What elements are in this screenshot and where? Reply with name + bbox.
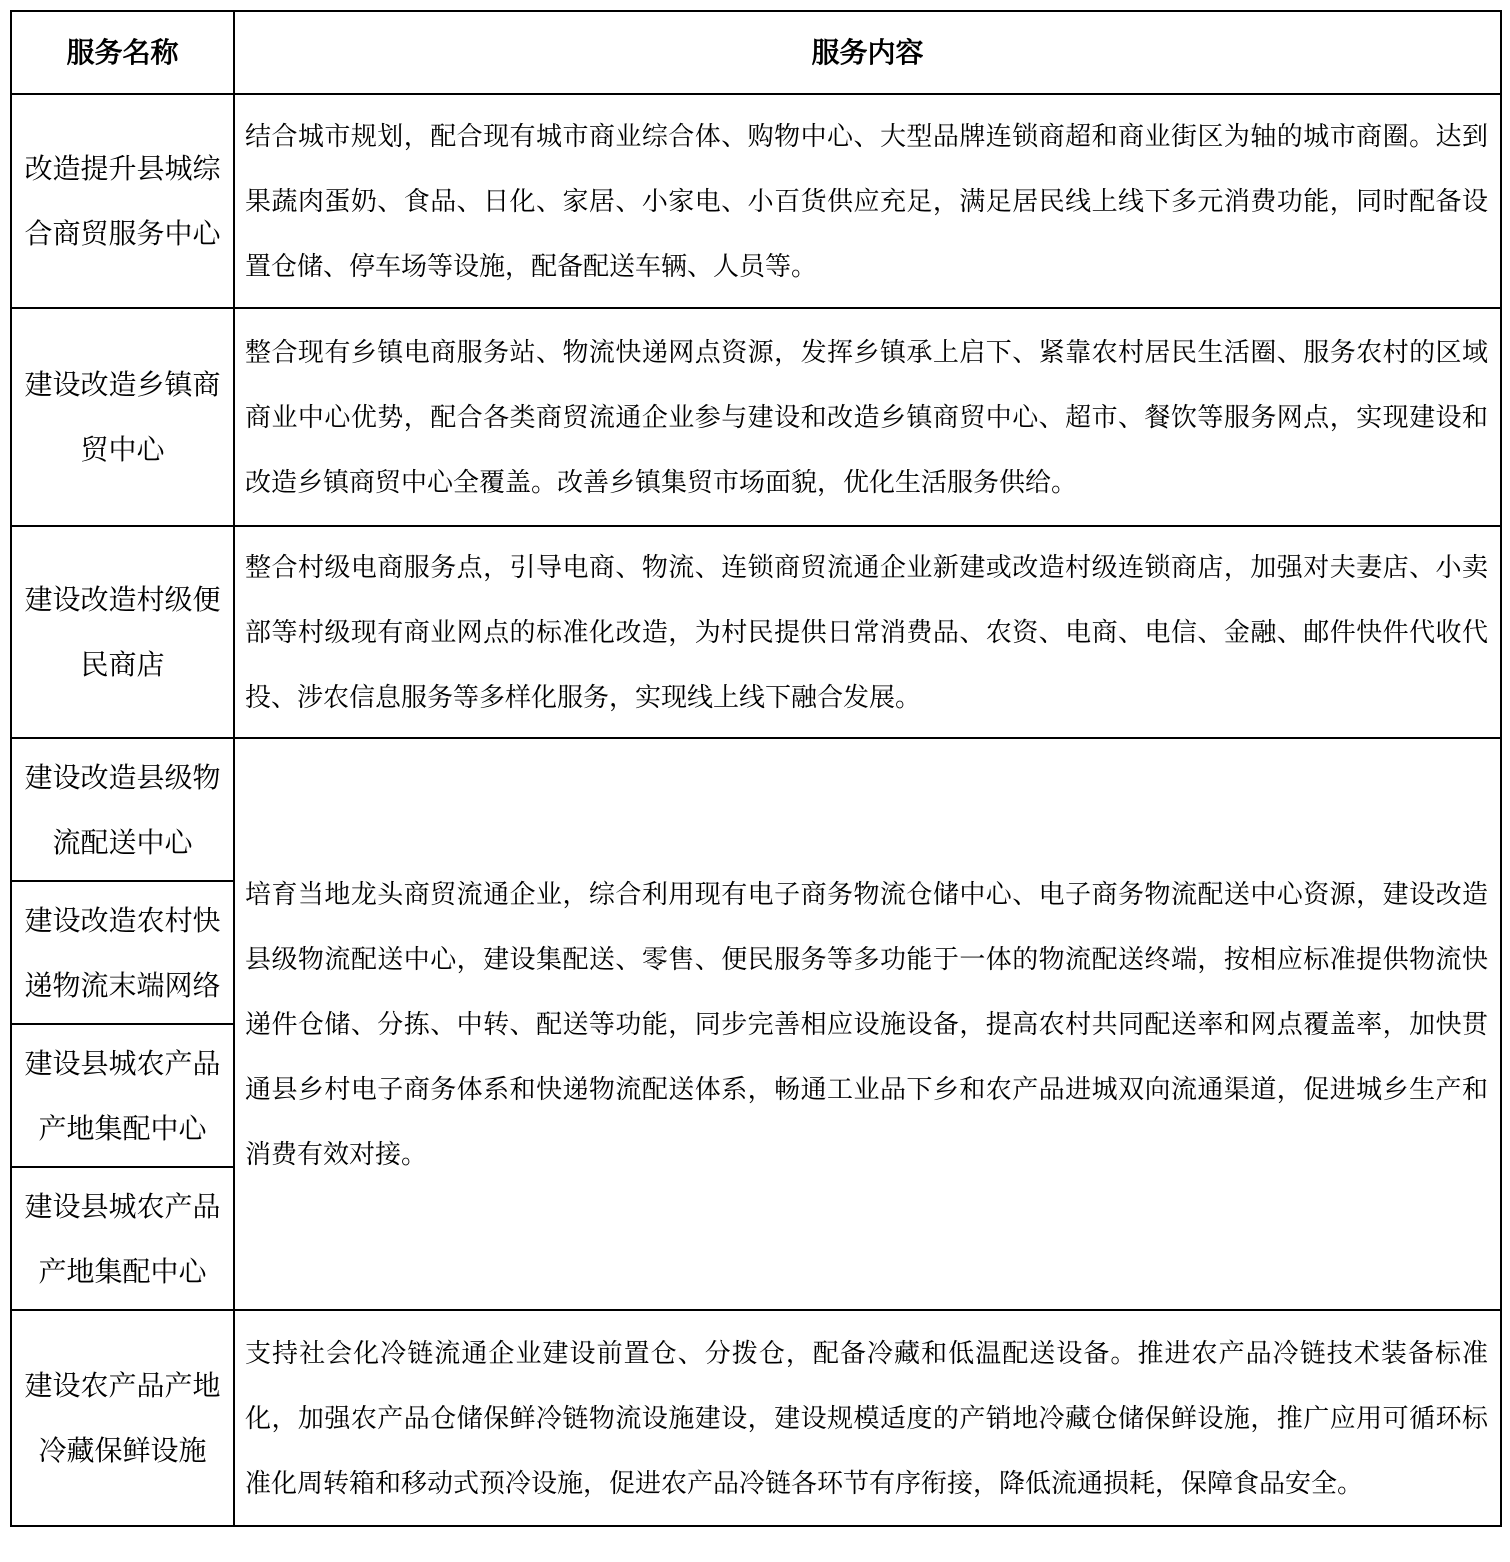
service-name-cell: 建设改造农村快递物流末端网络 <box>11 881 234 1024</box>
service-name-cell: 建设县城农产品产地集配中心 <box>11 1167 234 1310</box>
services-table <box>10 10 1502 1527</box>
service-content-cell: 支持社会化冷链流通企业建设前置仓、分拨仓，配备冷藏和低温配送设备。推进农产品冷链技术装备标准化，加强农产品仓储保鲜冷链物流设施建设，建设规模适度的产销地冷藏仓储保鲜设施，推广应用可循环标准化周转箱和移动式预冷设施，促进农产品冷链各环节有序衔接，降低流通损耗，保障食品安全。 <box>234 1310 1501 1526</box>
service-name-cell: 建设改造县级物流配送中心 <box>11 738 234 881</box>
table-header-row <box>11 11 1501 94</box>
table-row <box>11 1310 1501 1526</box>
service-content-cell-merged: 培育当地龙头商贸流通企业，综合利用现有电子商务物流仓储中心、电子商务物流配送中心资源，建设改造县级物流配送中心，建设集配送、零售、便民服务等多功能于一体的物流配送终端，按相应标准提供物流快递件仓储、分拣、中转、配送等功能，同步完善相应设施设备，提高农村共同配送率和网点覆盖率，加快贯通县乡村电子商务体系和快递物流配送体系，畅通工业品下乡和农产品进城双向流通渠道，促进城乡生产和消费有效对接。 <box>234 738 1501 1310</box>
service-content-cell: 整合现有乡镇电商服务站、物流快递网点资源，发挥乡镇承上启下、紧靠农村居民生活圈、服务农村的区域商业中心优势，配合各类商贸流通企业参与建设和改造乡镇商贸中心、超市、餐饮等服务网点，实现建设和改造乡镇商贸中心全覆盖。改善乡镇集贸市场面貌，优化生活服务供给。 <box>234 308 1501 526</box>
column-header-service-content: 服务内容 <box>234 11 1501 94</box>
table-row <box>11 526 1501 738</box>
service-content-cell: 整合村级电商服务点，引导电商、物流、连锁商贸流通企业新建或改造村级连锁商店，加强对夫妻店、小卖部等村级现有商业网点的标准化改造，为村民提供日常消费品、农资、电商、电信、金融、邮件快件代收代投、涉农信息服务等多样化服务，实现线上线下融合发展。 <box>234 526 1501 738</box>
service-name-cell: 建设农产品产地冷藏保鲜设施 <box>11 1310 234 1526</box>
table-row <box>11 308 1501 526</box>
service-name-cell: 改造提升县城综合商贸服务中心 <box>11 94 234 308</box>
service-name-cell: 建设县城农产品产地集配中心 <box>11 1024 234 1167</box>
table-row <box>11 738 1501 881</box>
column-header-service-name: 服务名称 <box>11 11 234 94</box>
service-content-cell: 结合城市规划，配合现有城市商业综合体、购物中心、大型品牌连锁商超和商业街区为轴的城市商圈。达到果蔬肉蛋奶、食品、日化、家居、小家电、小百货供应充足，满足居民线上线下多元消费功能，同时配备设置仓储、停车场等设施，配备配送车辆、人员等。 <box>234 94 1501 308</box>
service-name-cell: 建设改造村级便民商店 <box>11 526 234 738</box>
table-row <box>11 94 1501 308</box>
service-name-cell: 建设改造乡镇商贸中心 <box>11 308 234 526</box>
